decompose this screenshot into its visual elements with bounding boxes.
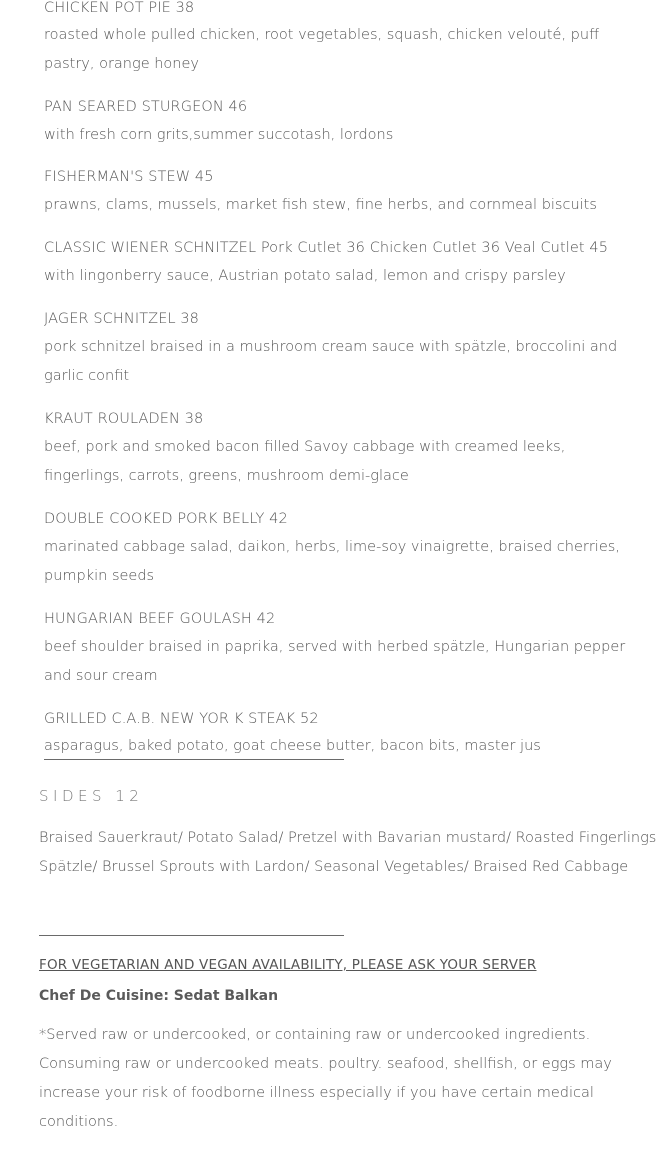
section-divider bbox=[44, 759, 344, 760]
menu-item-description: with fresh corn grits,summer succotash, lordons bbox=[44, 127, 394, 143]
menu-item-title: FISHERMAN'S STEW 45 bbox=[44, 169, 214, 185]
menu-item bbox=[44, 609, 649, 691]
menu-item-description: beef, pork and smoked bacon filled Savoy cabbage with creamed leeks, fingerlings, carrots, greens, mushroom demi-glace bbox=[44, 439, 566, 484]
menu-item bbox=[44, 167, 649, 220]
menu-item-description: prawns, clams, mussels, market fish stew, fine herbs, and cornmeal biscuits bbox=[44, 197, 597, 213]
menu-item-description: marinated cabbage salad, daikon, herbs, lime-soy vinaigrette, braised cherries, pumpkin seeds bbox=[44, 539, 620, 584]
sides-line: Spätzle/ Brussel Sprouts with Lardon/ Seasonal Vegetables/ Braised Red Cabbage bbox=[39, 859, 629, 875]
menu-item-title: PAN SEARED STURGEON 46 bbox=[44, 99, 248, 115]
menu-item-title: JAGER SCHNITZEL 38 bbox=[44, 311, 200, 327]
chef-credit: Chef De Cuisine: Sedat Balkan bbox=[39, 988, 279, 1004]
menu-item bbox=[44, 97, 649, 150]
sides-heading: SIDES 12 bbox=[39, 787, 144, 805]
menu-item-description: roasted whole pulled chicken, root vegetables, squash, chicken velouté, puff pastry, orange honey bbox=[44, 27, 600, 72]
menu-item bbox=[44, 309, 649, 391]
menu-item bbox=[44, 709, 649, 759]
menu-item bbox=[44, 509, 649, 591]
menu-item bbox=[44, 0, 649, 79]
menu-item-description: pork schnitzel braised in a mushroom cream sauce with spätzle, broccolini and garlic confit bbox=[44, 339, 618, 384]
vegetarian-notice: FOR VEGETARIAN AND VEGAN AVAILABILITY, PLEASE ASK YOUR SERVER bbox=[39, 957, 537, 973]
menu-item-title: CHICKEN POT PIE 38 bbox=[44, 0, 195, 16]
menu-item-title: CLASSIC WIENER SCHNITZEL Pork Cutlet 36 Chicken Cutlet 36 Veal Cutlet 45 bbox=[44, 240, 609, 256]
menu-item-title: DOUBLE COOKED PORK BELLY 42 bbox=[44, 511, 288, 527]
menu-item-title: KRAUT ROULADEN 38 bbox=[44, 411, 204, 427]
menu-item bbox=[44, 409, 649, 491]
food-safety-disclaimer: *Served raw or undercooked, or containing raw or undercooked ingredients. Consuming raw or undercooked meats. poultry. seafood, shellfish, or eggs may increase your risk of foodborne illness especially if you have certain medical conditions. bbox=[39, 1027, 612, 1130]
sides-list bbox=[39, 824, 659, 882]
menu-item-description: asparagus, baked potato, goat cheese butter, bacon bits, master jus bbox=[44, 738, 541, 754]
menu-item-title: GRILLED C.A.B. NEW YOR K STEAK 52 bbox=[44, 711, 319, 727]
footer-divider bbox=[39, 935, 344, 936]
menu-item bbox=[44, 238, 649, 291]
menu-item-description: beef shoulder braised in paprika, served with herbed spätzle, Hungarian pepper and sour cream bbox=[44, 639, 626, 684]
sides-line: Braised Sauerkraut/ Potato Salad/ Pretzel with Bavarian mustard/ Roasted Fingerlings bbox=[39, 830, 657, 846]
menu-item-description: with lingonberry sauce, Austrian potato salad, lemon and crispy parsley bbox=[44, 268, 566, 284]
menu-item-title: HUNGARIAN BEEF GOULASH 42 bbox=[44, 611, 276, 627]
